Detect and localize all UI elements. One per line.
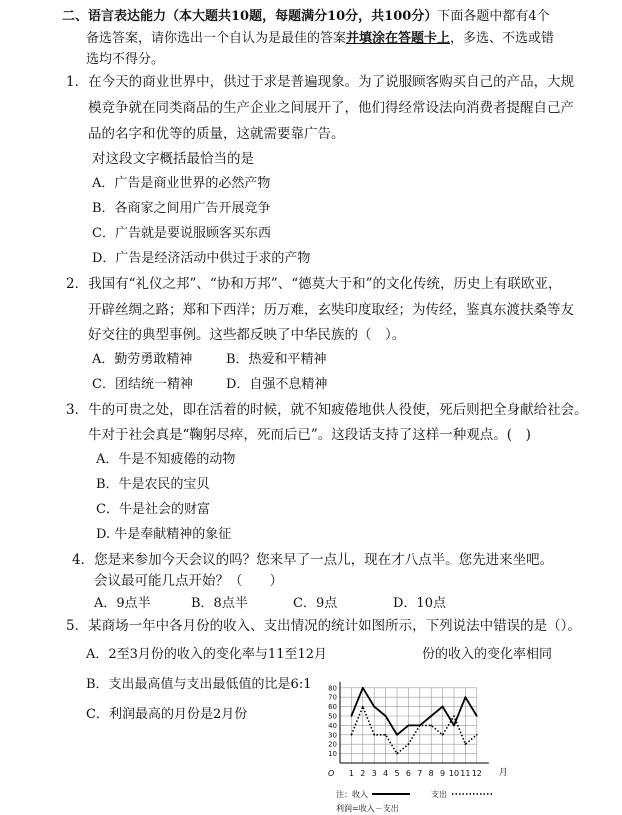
data-point-expense <box>396 753 398 755</box>
data-point-income <box>442 706 444 708</box>
q2-stem-line1: 2．我国有“礼仪之邦”、“协和万邦”、“德莫大于和”的文化传统，历史上有联欧亚， <box>66 276 562 292</box>
data-point-income <box>465 696 467 698</box>
q3-option-a: A．牛是不知疲倦的动物 <box>96 452 236 467</box>
q1-option-d: D．广告是经济活动中供过于求的产物 <box>92 251 311 266</box>
data-point-expense <box>362 706 364 708</box>
data-point-expense <box>373 734 375 736</box>
chart-series <box>351 687 478 754</box>
data-point-expense <box>408 743 410 745</box>
y-tick-label: 30 <box>328 731 337 740</box>
data-point-income <box>351 715 353 717</box>
x-tick-label: 5 <box>394 769 400 778</box>
data-point-expense <box>465 743 467 745</box>
data-point-expense <box>385 734 387 736</box>
data-point-income <box>408 725 410 727</box>
x-tick-label: 1 <box>348 769 354 778</box>
chart-axes <box>340 682 489 763</box>
q4-option-c: C．9点 <box>293 596 338 611</box>
q3-option-b: B．牛是农民的宝贝 <box>96 477 210 492</box>
q3-option-d: D. 牛是奉献精神的象征 <box>96 527 232 542</box>
q1-stem-line1: 1．在今天的商业世界中，供过于求是普遍现象。为了说服顾客购买自己的产品，大规 <box>66 74 575 90</box>
q2-option-b: B．热爱和平精神 <box>226 352 327 367</box>
x-tick-label: 10 <box>448 769 460 778</box>
data-point-income <box>373 706 375 708</box>
data-point-expense <box>430 725 432 727</box>
data-point-income <box>385 715 387 717</box>
section-header-line2 <box>86 31 554 47</box>
data-point-income <box>430 715 432 717</box>
legend-label-expense: 支出 <box>431 790 447 799</box>
q4-option-b: B．8点半 <box>191 596 248 611</box>
data-point-income <box>362 687 364 689</box>
data-point-income <box>419 725 421 727</box>
q1-option-a: A．广告是商业世界的必然产物 <box>92 176 271 191</box>
x-tick-label: 7 <box>417 769 423 778</box>
y-tick-label: 50 <box>328 712 337 721</box>
q2-option-d: D．自强不息精神 <box>226 377 328 392</box>
x-tick-label: 9 <box>440 769 446 778</box>
section-instruction-emphasis: 并填涂在答题卡上 <box>346 31 451 46</box>
data-point-expense <box>476 734 478 736</box>
data-point-income <box>396 734 398 736</box>
y-tick-label: 10 <box>328 750 337 759</box>
q4-option-d: D．10点 <box>393 596 446 611</box>
q1-option-c: C．广告就是要说服顾客买东西 <box>92 226 271 241</box>
chart-tick-labels <box>328 684 508 778</box>
y-tick-label: 40 <box>328 721 337 730</box>
x-tick-label: 2 <box>360 769 366 778</box>
section-title: 二、语言表达能力（本大题共10题，每题满分10分，共100分） <box>62 9 438 24</box>
section-instruction-4: 选均不得分。 <box>86 52 165 67</box>
data-point-income <box>476 715 478 717</box>
q1-stem-line3: 品的名字和优等的质量，这就需要靠广告。 <box>88 126 345 142</box>
q2-stem-line3: 好交往的典型事例。这些都反映了中华民族的（ ）。 <box>88 327 406 343</box>
section-instruction-2: 备选答案，请你选出一个自认为是最佳的答案 <box>86 31 347 46</box>
q1-option-b: B．各商家之间用广告开展竞争 <box>92 201 271 216</box>
q2-option-c: C．团结统一精神 <box>92 377 193 392</box>
series-line-expense <box>351 707 476 754</box>
q4-option-a: A．9点半 <box>94 596 151 611</box>
q3-stem-line1: 3．牛的可贵之处，即在活着的时候，就不知疲倦地供人役使，死后则把全身献给社会。 <box>66 402 588 418</box>
q3-stem-line2: 牛对于社会真是“鞠躬尽瘁，死而后已”。这段话支持了这样一种观点。( ) <box>88 427 531 443</box>
data-point-expense <box>442 734 444 736</box>
q2-stem-line2: 开辟丝绸之路；郑和下西洋；历万难，玄奘印度取经；为传经，鉴真东渡扶桑等友 <box>88 302 574 318</box>
data-point-expense <box>351 734 353 736</box>
data-point-expense <box>453 715 455 717</box>
x-tick-label: 8 <box>428 769 434 778</box>
x-tick-label: 6 <box>405 769 411 778</box>
q5-option-b: B．支出最高值与支出最低值的比是6:1 <box>86 677 312 692</box>
section-instruction-3: ，多选、不选或错 <box>450 31 555 46</box>
x-tick-label: 12 <box>471 769 482 778</box>
x-axis-label: 月 <box>498 768 508 778</box>
chart-grid <box>340 688 477 763</box>
series-line-income <box>351 688 476 735</box>
y-tick-label: 80 <box>328 684 337 693</box>
chart-legend <box>336 789 492 813</box>
x-tick-label: 3 <box>371 769 377 778</box>
data-point-expense <box>419 725 421 727</box>
legend-label-income: 注：收入 <box>336 790 368 799</box>
q4-stem-line1: 4．您是来参加今天会议的吗？您来早了一点儿，现在才八点半。您先进来坐吧。 <box>72 552 554 568</box>
y-tick-label: 60 <box>328 703 337 712</box>
y-tick-label: 70 <box>328 693 337 702</box>
section-header-line1 <box>62 9 550 25</box>
data-point-income <box>453 725 455 727</box>
q5-option-a-part2: 份的收入的变化率相同 <box>422 647 553 662</box>
section-instruction-1: 下面各题中都有4个 <box>437 9 550 24</box>
q3-option-c: C．牛是社会的财富 <box>96 502 210 517</box>
q2-option-a: A．勤劳勇敢精神 <box>92 352 193 367</box>
chart-note: 利润=收入－支出 <box>336 804 399 813</box>
y-tick-label: 20 <box>328 740 337 749</box>
q5-option-c: C．利润最高的月份是2月份 <box>86 707 248 722</box>
x-tick-label: 4 <box>383 769 389 778</box>
origin-label: O <box>328 769 335 778</box>
x-tick-label: 11 <box>460 769 471 778</box>
q4-stem-line2: 会议最可能几点开始？（ ） <box>94 573 283 589</box>
q5-stem-line1: 5．某商场一年中各月份的收入、支出情况的统计如图所示，下列说法中错误的是（）。 <box>66 618 581 634</box>
q5-option-a-part1: A．2至3月份的收入的变化率与11至12月 <box>86 647 328 662</box>
q1-stem-line2: 模竞争就在同类商品的生产企业之间展开了，他们得经常设法向消费者提醒自己产 <box>88 100 574 116</box>
q1-prompt: 对这段文字概括最恰当的是 <box>92 151 254 167</box>
